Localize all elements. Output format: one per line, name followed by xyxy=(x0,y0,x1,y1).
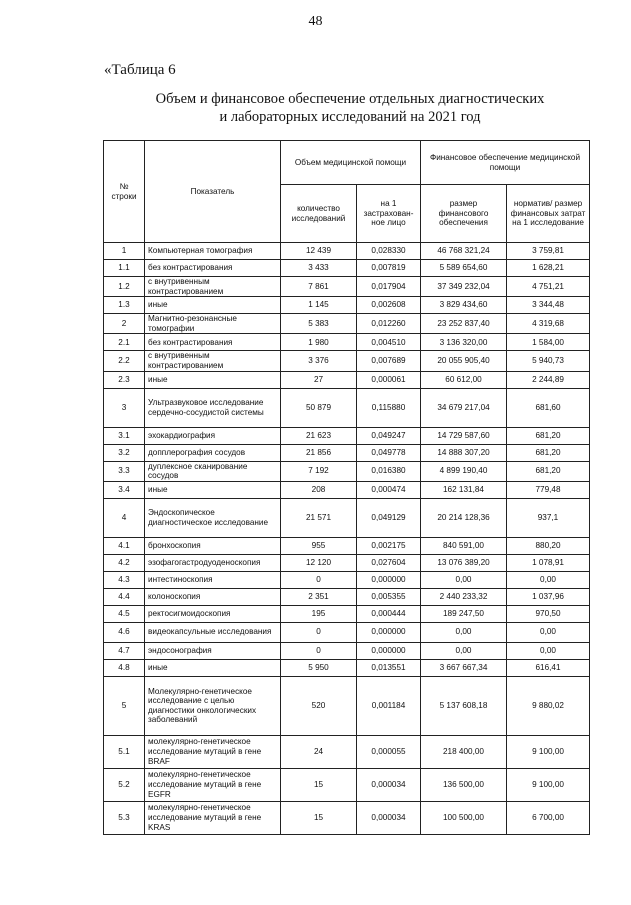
cell-count: 21 623 xyxy=(281,427,357,444)
header-norm-cost: норматив/ размер финансовых затрат на 1 исследование xyxy=(507,185,590,243)
cell-finance-amount: 0,00 xyxy=(421,571,507,588)
cell-count: 0 xyxy=(281,571,357,588)
cell-norm-cost: 937,1 xyxy=(507,498,590,537)
cell-count: 195 xyxy=(281,605,357,622)
cell-norm-cost: 4 319,68 xyxy=(507,314,590,334)
cell-count: 3 433 xyxy=(281,260,357,277)
cell-norm-cost: 880,20 xyxy=(507,537,590,554)
cell-per-insured: 0,000000 xyxy=(357,642,421,659)
cell-finance-amount: 5 137 608,18 xyxy=(421,676,507,735)
cell-row-number: 1.1 xyxy=(104,260,145,277)
diagnostics-table xyxy=(103,140,590,835)
table-row xyxy=(104,735,590,768)
cell-row-number: 5 xyxy=(104,676,145,735)
table-row xyxy=(104,297,590,314)
cell-finance-amount: 218 400,00 xyxy=(421,735,507,768)
cell-row-number: 2.1 xyxy=(104,334,145,351)
cell-per-insured: 0,013551 xyxy=(357,659,421,676)
cell-row-number: 4.6 xyxy=(104,622,145,642)
cell-finance-amount: 3 136 320,00 xyxy=(421,334,507,351)
cell-finance-amount: 189 247,50 xyxy=(421,605,507,622)
header-per-insured: на 1 застрахован-ное лицо xyxy=(357,185,421,243)
table-row xyxy=(104,801,590,834)
cell-count: 27 xyxy=(281,371,357,388)
table-body xyxy=(104,243,590,835)
cell-norm-cost: 5 940,73 xyxy=(507,351,590,371)
cell-count: 7 192 xyxy=(281,461,357,481)
cell-finance-amount: 34 679 217,04 xyxy=(421,388,507,427)
table-row xyxy=(104,427,590,444)
cell-count: 12 120 xyxy=(281,554,357,571)
cell-finance-amount: 37 349 232,04 xyxy=(421,277,507,297)
cell-per-insured: 0,000444 xyxy=(357,605,421,622)
header-finance-amount: размер финансового обеспечения xyxy=(421,185,507,243)
cell-finance-amount: 46 768 321,24 xyxy=(421,243,507,260)
table-row xyxy=(104,314,590,334)
cell-finance-amount: 4 899 190,40 xyxy=(421,461,507,481)
header-volume-group: Объем медицинской помощи xyxy=(281,141,421,185)
title-line-2: и лабораторных исследований на 2021 год xyxy=(219,109,481,125)
header-finance-group: Финансовое обеспечение медицинской помощи xyxy=(421,141,590,185)
cell-indicator: без контрастирования xyxy=(145,260,281,277)
cell-finance-amount: 3 667 667,34 xyxy=(421,659,507,676)
cell-finance-amount: 5 589 654,60 xyxy=(421,260,507,277)
cell-count: 2 351 xyxy=(281,588,357,605)
cell-indicator: Молекулярно-генетическое исследование с целью диагностики онкологических заболеваний xyxy=(145,676,281,735)
cell-per-insured: 0,012260 xyxy=(357,314,421,334)
cell-finance-amount: 20 214 128,36 xyxy=(421,498,507,537)
cell-per-insured: 0,007689 xyxy=(357,351,421,371)
cell-indicator: с внутривенным контрастированием xyxy=(145,351,281,371)
cell-row-number: 3 xyxy=(104,388,145,427)
cell-per-insured: 0,000034 xyxy=(357,768,421,801)
cell-count: 7 861 xyxy=(281,277,357,297)
cell-row-number: 4.1 xyxy=(104,537,145,554)
cell-row-number: 4 xyxy=(104,498,145,537)
table-row xyxy=(104,481,590,498)
cell-norm-cost: 3 344,48 xyxy=(507,297,590,314)
cell-norm-cost: 1 628,21 xyxy=(507,260,590,277)
cell-norm-cost: 616,41 xyxy=(507,659,590,676)
cell-norm-cost: 0,00 xyxy=(507,571,590,588)
cell-row-number: 5.3 xyxy=(104,801,145,834)
cell-row-number: 3.1 xyxy=(104,427,145,444)
cell-indicator: эндосонография xyxy=(145,642,281,659)
table-row xyxy=(104,554,590,571)
cell-norm-cost: 681,20 xyxy=(507,461,590,481)
cell-indicator: Ультразвуковое исследование сердечно-сосудистой системы xyxy=(145,388,281,427)
cell-finance-amount: 14 729 587,60 xyxy=(421,427,507,444)
cell-count: 50 879 xyxy=(281,388,357,427)
cell-norm-cost: 970,50 xyxy=(507,605,590,622)
cell-row-number: 2.2 xyxy=(104,351,145,371)
cell-per-insured: 0,000000 xyxy=(357,622,421,642)
cell-indicator: Магнитно-резонансные томографии xyxy=(145,314,281,334)
cell-finance-amount: 0,00 xyxy=(421,642,507,659)
cell-row-number: 3.2 xyxy=(104,444,145,461)
cell-per-insured: 0,005355 xyxy=(357,588,421,605)
table-row xyxy=(104,444,590,461)
cell-norm-cost: 681,20 xyxy=(507,427,590,444)
table-row xyxy=(104,537,590,554)
cell-indicator: молекулярно-генетическое исследование мутаций в гене EGFR xyxy=(145,768,281,801)
cell-indicator: иные xyxy=(145,659,281,676)
cell-per-insured: 0,007819 xyxy=(357,260,421,277)
cell-indicator: видеокапсульные исследования xyxy=(145,622,281,642)
table-row xyxy=(104,260,590,277)
cell-indicator: иные xyxy=(145,371,281,388)
cell-row-number: 5.1 xyxy=(104,735,145,768)
cell-per-insured: 0,004510 xyxy=(357,334,421,351)
cell-row-number: 3.4 xyxy=(104,481,145,498)
table-row xyxy=(104,351,590,371)
cell-count: 208 xyxy=(281,481,357,498)
page-number: 48 xyxy=(308,14,323,29)
cell-count: 1 145 xyxy=(281,297,357,314)
cell-row-number: 2.3 xyxy=(104,371,145,388)
cell-per-insured: 0,115880 xyxy=(357,388,421,427)
cell-indicator: молекулярно-генетическое исследование мутаций в гене KRAS xyxy=(145,801,281,834)
cell-finance-amount: 13 076 389,20 xyxy=(421,554,507,571)
header-count: количество исследований xyxy=(281,185,357,243)
cell-row-number: 4.2 xyxy=(104,554,145,571)
cell-row-number: 3.3 xyxy=(104,461,145,481)
table-row xyxy=(104,642,590,659)
cell-count: 5 950 xyxy=(281,659,357,676)
cell-finance-amount: 162 131,84 xyxy=(421,481,507,498)
cell-norm-cost: 9 100,00 xyxy=(507,768,590,801)
cell-row-number: 4.8 xyxy=(104,659,145,676)
table-row xyxy=(104,371,590,388)
header-indicator: Показатель xyxy=(145,141,281,243)
cell-per-insured: 0,000061 xyxy=(357,371,421,388)
cell-finance-amount: 2 440 233,32 xyxy=(421,588,507,605)
cell-norm-cost: 0,00 xyxy=(507,622,590,642)
header-row-number: № строки xyxy=(104,141,145,243)
cell-per-insured: 0,000000 xyxy=(357,571,421,588)
cell-row-number: 1 xyxy=(104,243,145,260)
cell-indicator: молекулярно-генетическое исследование мутаций в гене BRAF xyxy=(145,735,281,768)
cell-norm-cost: 779,48 xyxy=(507,481,590,498)
table-row xyxy=(104,622,590,642)
table-row xyxy=(104,388,590,427)
cell-count: 15 xyxy=(281,801,357,834)
cell-finance-amount: 20 055 905,40 xyxy=(421,351,507,371)
cell-indicator: дуплексное сканирование сосудов xyxy=(145,461,281,481)
table-label: «Таблица 6 xyxy=(104,62,176,78)
cell-per-insured: 0,000474 xyxy=(357,481,421,498)
table-row xyxy=(104,461,590,481)
cell-per-insured: 0,001184 xyxy=(357,676,421,735)
cell-count: 21 856 xyxy=(281,444,357,461)
cell-row-number: 4.4 xyxy=(104,588,145,605)
cell-norm-cost: 4 751,21 xyxy=(507,277,590,297)
cell-indicator: ректосигмоидоскопия xyxy=(145,605,281,622)
cell-per-insured: 0,049129 xyxy=(357,498,421,537)
cell-count: 520 xyxy=(281,676,357,735)
cell-norm-cost: 681,20 xyxy=(507,444,590,461)
cell-norm-cost: 2 244,89 xyxy=(507,371,590,388)
cell-norm-cost: 0,00 xyxy=(507,642,590,659)
cell-count: 24 xyxy=(281,735,357,768)
cell-count: 15 xyxy=(281,768,357,801)
cell-norm-cost: 3 759,81 xyxy=(507,243,590,260)
table-row xyxy=(104,768,590,801)
cell-per-insured: 0,028330 xyxy=(357,243,421,260)
cell-finance-amount: 0,00 xyxy=(421,622,507,642)
cell-per-insured: 0,002175 xyxy=(357,537,421,554)
cell-count: 1 980 xyxy=(281,334,357,351)
cell-norm-cost: 9 880,02 xyxy=(507,676,590,735)
cell-count: 12 439 xyxy=(281,243,357,260)
cell-norm-cost: 6 700,00 xyxy=(507,801,590,834)
cell-count: 0 xyxy=(281,642,357,659)
cell-per-insured: 0,017904 xyxy=(357,277,421,297)
table-row xyxy=(104,277,590,297)
cell-row-number: 4.7 xyxy=(104,642,145,659)
table-row xyxy=(104,659,590,676)
table-row xyxy=(104,498,590,537)
title-line-1: Объем и финансовое обеспечение отдельных диагностических xyxy=(155,91,545,107)
cell-count: 3 376 xyxy=(281,351,357,371)
cell-indicator: без контрастирования xyxy=(145,334,281,351)
cell-row-number: 4.5 xyxy=(104,605,145,622)
cell-indicator: колоноскопия xyxy=(145,588,281,605)
cell-indicator: с внутривенным контрастированием xyxy=(145,277,281,297)
cell-indicator: иные xyxy=(145,297,281,314)
cell-count: 5 383 xyxy=(281,314,357,334)
cell-indicator: бронхоскопия xyxy=(145,537,281,554)
cell-per-insured: 0,000034 xyxy=(357,801,421,834)
cell-indicator: Компьютерная томография xyxy=(145,243,281,260)
cell-row-number: 1.2 xyxy=(104,277,145,297)
cell-indicator: эхокардиография xyxy=(145,427,281,444)
cell-row-number: 5.2 xyxy=(104,768,145,801)
cell-count: 21 571 xyxy=(281,498,357,537)
cell-per-insured: 0,049247 xyxy=(357,427,421,444)
cell-norm-cost: 1 584,00 xyxy=(507,334,590,351)
cell-row-number: 1.3 xyxy=(104,297,145,314)
table-row xyxy=(104,334,590,351)
cell-indicator: иные xyxy=(145,481,281,498)
cell-row-number: 4.3 xyxy=(104,571,145,588)
cell-finance-amount: 100 500,00 xyxy=(421,801,507,834)
table-row xyxy=(104,243,590,260)
table-row xyxy=(104,605,590,622)
cell-norm-cost: 1 037,96 xyxy=(507,588,590,605)
cell-count: 0 xyxy=(281,622,357,642)
cell-indicator: интестиноскопия xyxy=(145,571,281,588)
cell-finance-amount: 840 591,00 xyxy=(421,537,507,554)
cell-per-insured: 0,000055 xyxy=(357,735,421,768)
cell-row-number: 2 xyxy=(104,314,145,334)
cell-norm-cost: 681,60 xyxy=(507,388,590,427)
cell-norm-cost: 9 100,00 xyxy=(507,735,590,768)
cell-indicator: допплерография сосудов xyxy=(145,444,281,461)
table-row xyxy=(104,571,590,588)
cell-finance-amount: 136 500,00 xyxy=(421,768,507,801)
cell-finance-amount: 3 829 434,60 xyxy=(421,297,507,314)
cell-finance-amount: 14 888 307,20 xyxy=(421,444,507,461)
cell-indicator: эзофагогастродуоденоскопия xyxy=(145,554,281,571)
document-title xyxy=(140,90,560,126)
cell-per-insured: 0,027604 xyxy=(357,554,421,571)
cell-per-insured: 0,016380 xyxy=(357,461,421,481)
table-row xyxy=(104,588,590,605)
cell-per-insured: 0,049778 xyxy=(357,444,421,461)
cell-norm-cost: 1 078,91 xyxy=(507,554,590,571)
cell-finance-amount: 23 252 837,40 xyxy=(421,314,507,334)
table-row xyxy=(104,676,590,735)
cell-indicator: Эндоскопическое диагностическое исследование xyxy=(145,498,281,537)
cell-finance-amount: 60 612,00 xyxy=(421,371,507,388)
cell-count: 955 xyxy=(281,537,357,554)
cell-per-insured: 0,002608 xyxy=(357,297,421,314)
